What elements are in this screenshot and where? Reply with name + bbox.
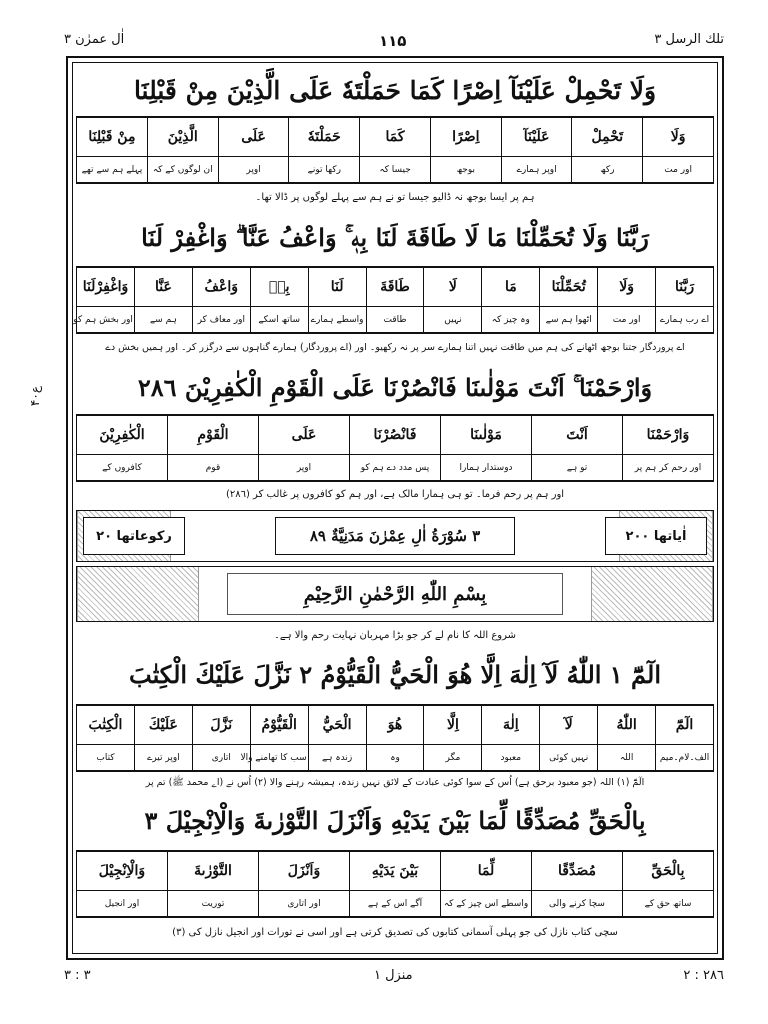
word-meaning: اور اتاری xyxy=(259,891,350,917)
word-arabic: الَّذِيْنَ xyxy=(147,118,218,157)
ayah-line-5: بِالْحَقِّ مُصَدِّقًا لِّمَا بَيْنَ يَدَيْهِ وَاَنْزَلَ التَّوْرٰىةَ وَالْاِنْجِيْلَ ۳ xyxy=(144,806,646,835)
word-meaning: ساتھ حق کے xyxy=(623,891,714,917)
ayah-line-1: وَلَا تَحْمِلْ عَلَيْنَآ اِصْرًا كَمَا حَمَلْتَهٗ عَلَى الَّذِيْنَ مِنْ قَبْلِنَا xyxy=(133,76,657,105)
surah-banner xyxy=(76,510,714,562)
word-meaning: ان لوگوں کے کہ xyxy=(147,157,218,183)
word-arabic: اِلٰهَ xyxy=(482,706,540,745)
word-arabic: وَاَنْزَلَ xyxy=(259,852,350,891)
word-arabic: وَاعْفُ xyxy=(192,268,250,307)
translation-4: الٓمّٓ (۱) اللہ (جو معبود برحق ہے) اُس کے سوا کوئی عبادت کے لائق نہیں زندہ، ہمیشہ رہنے والا (۲) اُس نے (اے محمد ﷺ) تم پر xyxy=(145,777,645,788)
word-meaning: الف۔لام۔میم xyxy=(656,745,714,771)
surah-name: اٰل عمرٰن ۳ xyxy=(64,32,125,47)
word-arabic: اَنْتَ xyxy=(532,416,623,455)
ornament-left xyxy=(77,567,199,621)
word-meaning: واسطے اس چیز کے کہ xyxy=(441,891,532,917)
word-arabic: مَا xyxy=(482,268,540,307)
translation-5: سچی کتاب نازل کی جو پہلی آسمانی کتابوں کی تصدیق کرتی ہے اور اسی نے تورات اور انجیل نازل کی (۳) xyxy=(172,927,618,938)
footer-right: ۲ : ۲۸٦ xyxy=(683,968,724,983)
word-grid-2 xyxy=(73,266,714,334)
word-meaning: اوپر xyxy=(218,157,289,183)
word-meaning: نہیں کوئی xyxy=(540,745,598,771)
word-meaning: طاقت xyxy=(366,307,424,333)
word-arabic: وَارْحَمْنَا xyxy=(623,416,714,455)
word-meaning: بوجھ xyxy=(430,157,501,183)
word-meaning: اتاری xyxy=(192,745,250,771)
word-meaning: وہ xyxy=(366,745,424,771)
word-arabic: فَانْصُرْنَا xyxy=(350,416,441,455)
word-arabic: تَحْمِلْ xyxy=(572,118,643,157)
word-arabic: تُحَمِّلْنَا xyxy=(540,268,598,307)
word-arabic: لَنَا xyxy=(308,268,366,307)
word-arabic: عَلَى xyxy=(218,118,289,157)
word-arabic: بِالْحَقِّ xyxy=(623,852,714,891)
word-meaning: پہلے ہم سے تھے xyxy=(77,157,148,183)
page-number: ۱۱۵ xyxy=(379,32,407,50)
word-arabic: الٓمّٓ xyxy=(656,706,714,745)
word-meaning: واسطے ہمارے xyxy=(308,307,366,333)
word-meaning: اور رحم کر ہم پر xyxy=(623,455,714,481)
page-frame xyxy=(66,56,724,960)
word-arabic: وَالْاِنْجِيْلَ xyxy=(77,852,168,891)
word-arabic: الْحَيُّ xyxy=(308,706,366,745)
word-meaning: اوپر ہمارے xyxy=(501,157,572,183)
bismillah-banner xyxy=(76,566,714,622)
word-arabic: لَا xyxy=(424,268,482,307)
word-meaning: اور مت xyxy=(643,157,714,183)
word-meaning: اور بخش ہم کو xyxy=(77,307,135,333)
footer-left: ۳ : ۳ xyxy=(64,968,91,983)
ornament-right xyxy=(591,567,713,621)
word-meaning: کافروں کے xyxy=(77,455,168,481)
word-meaning: رکھا تونے xyxy=(289,157,360,183)
translation-3: اور ہم پر رحم فرما۔ تو ہی ہمارا مالک ہے، اور ہم کو کافروں پر غالب کر (۲۸٦) xyxy=(225,489,565,500)
word-arabic: مَوْلٰىنَا xyxy=(441,416,532,455)
word-arabic: مُصَدِّقًا xyxy=(532,852,623,891)
word-meaning: دوستدار ہمارا xyxy=(441,455,532,481)
word-arabic: عَلَيْنَآ xyxy=(501,118,572,157)
word-grid-3 xyxy=(76,414,714,482)
word-meaning: جیسا کہ xyxy=(360,157,431,183)
ayah-line-4: الٓمّٓ ۱ اللّٰهُ لَآ اِلٰهَ اِلَّا هُوَ الْحَيُّ الْقَيُّوْمُ ۲ نَزَّلَ عَلَيْكَ الْكِتٰبَ xyxy=(129,660,661,689)
word-arabic: رَبَّنَا xyxy=(656,268,714,307)
word-arabic: الْكٰفِرِيْنَ xyxy=(77,416,168,455)
word-arabic: الْكِتٰبَ xyxy=(77,706,135,745)
word-meaning: سب کا تھامنے والا xyxy=(250,745,308,771)
bismillah: بِسْمِ اللّٰهِ الرَّحْمٰنِ الرَّحِيْمِ xyxy=(227,573,563,615)
word-meaning: اوپر xyxy=(259,455,350,481)
surah-ayat-count: اٰیاتھا ۲۰۰ xyxy=(605,517,707,555)
manzil-label: منزل ۱ xyxy=(374,968,413,983)
word-arabic: عَلَى xyxy=(259,416,350,455)
word-meaning: سچا کرنے والی xyxy=(532,891,623,917)
page-footer xyxy=(64,968,724,988)
page-header xyxy=(64,32,724,56)
word-arabic: وَلَا xyxy=(598,268,656,307)
ayah-line-3: وَارْحَمْنَا ۚ اَنْتَ مَوْلٰىنَا فَانْصُرْنَا عَلَى الْقَوْمِ الْكٰفِرِيْنَ ۲۸٦ xyxy=(137,373,653,402)
word-meaning: قوم xyxy=(168,455,259,481)
word-meaning: توریت xyxy=(168,891,259,917)
word-meaning: ہم سے xyxy=(134,307,192,333)
word-arabic: بِهٖ xyxy=(250,268,308,307)
word-meaning: ساتھ اسکے xyxy=(250,307,308,333)
ruku-side-mark: ع۴۰ xyxy=(28,386,42,407)
word-meaning: پس مدد دے ہم کو xyxy=(350,455,441,481)
word-meaning: زندہ ہے xyxy=(308,745,366,771)
word-arabic: اللّٰهُ xyxy=(598,706,656,745)
ayah-line-2: رَبَّنَا وَلَا تُحَمِّلْنَا مَا لَا طَاقَةَ لَنَا بِهٖ ۚ وَاعْفُ عَنَّا ۗ وَاغْفِرْ لَنَا xyxy=(141,223,649,252)
word-arabic: نَزَّلَ xyxy=(192,706,250,745)
word-grid-1 xyxy=(76,116,714,184)
word-meaning: اور معاف کر xyxy=(192,307,250,333)
word-arabic: اِلَّا xyxy=(424,706,482,745)
word-arabic: عَلَيْكَ xyxy=(134,706,192,745)
word-meaning: آگے اس کے ہے xyxy=(350,891,441,917)
word-meaning: اوپر تیرے xyxy=(134,745,192,771)
surah-title: ۳ سُوْرَةُ اٰلِ عِمْرٰنَ مَدَنِيَّةٌ ۸۹ xyxy=(275,517,515,555)
word-arabic: التَّوْرٰىةَ xyxy=(168,852,259,891)
word-grid-4 xyxy=(76,704,714,772)
word-meaning: اٹھوا ہم سے xyxy=(540,307,598,333)
word-arabic: الْقَيُّوْمُ xyxy=(250,706,308,745)
word-meaning: اور مت xyxy=(598,307,656,333)
word-meaning: کتاب xyxy=(77,745,135,771)
word-meaning: مگر xyxy=(424,745,482,771)
word-arabic: لِّمَا xyxy=(441,852,532,891)
word-meaning: معبود xyxy=(482,745,540,771)
translation-2: اے پروردگار جتنا بوجھ اٹھانے کی ہم میں طاقت نہیں اتنا ہمارے سر پر نہ رکھیو۔ اور (اے پروردگار) ہمارے گناہوں سے درگزر کر۔ اور ہمیں بخش دے xyxy=(105,342,685,353)
word-meaning: رکھ xyxy=(572,157,643,183)
word-arabic: طَاقَةَ xyxy=(366,268,424,307)
word-arabic: حَمَلْتَهٗ xyxy=(289,118,360,157)
word-arabic: وَاغْفِرْلَنَا xyxy=(77,268,135,307)
word-arabic: كَمَا xyxy=(360,118,431,157)
word-meaning: اے رب ہمارے xyxy=(656,307,714,333)
surah-ruku-count: رکوعاتھا ۲۰ xyxy=(83,517,185,555)
word-arabic: الْقَوْمِ xyxy=(168,416,259,455)
word-arabic: لَآ xyxy=(540,706,598,745)
word-arabic: هُوَ xyxy=(366,706,424,745)
word-meaning: اور انجیل xyxy=(77,891,168,917)
word-meaning: وہ چیز کہ xyxy=(482,307,540,333)
word-meaning: نہیں xyxy=(424,307,482,333)
word-arabic: اِصْرًا xyxy=(430,118,501,157)
word-arabic: مِنْ قَبْلِنَا xyxy=(77,118,148,157)
word-meaning: تو ہے xyxy=(532,455,623,481)
translation-1: ہم پر ایسا بوجھ نہ ڈالیو جیسا تو نے ہم سے پہلے لوگوں پر ڈالا تھا۔ xyxy=(255,192,535,203)
juz-name: تلك الرسل ۳ xyxy=(654,32,724,47)
word-grid-5 xyxy=(76,850,714,918)
word-arabic: عَنَّا xyxy=(134,268,192,307)
word-arabic: بَيْنَ يَدَيْهِ xyxy=(350,852,441,891)
word-arabic: وَلَا xyxy=(643,118,714,157)
word-meaning: اللہ xyxy=(598,745,656,771)
bismillah-translation: شروع اللہ کا نام لے کر جو بڑا مہربان نہایت رحم والا ہے۔ xyxy=(273,630,517,641)
